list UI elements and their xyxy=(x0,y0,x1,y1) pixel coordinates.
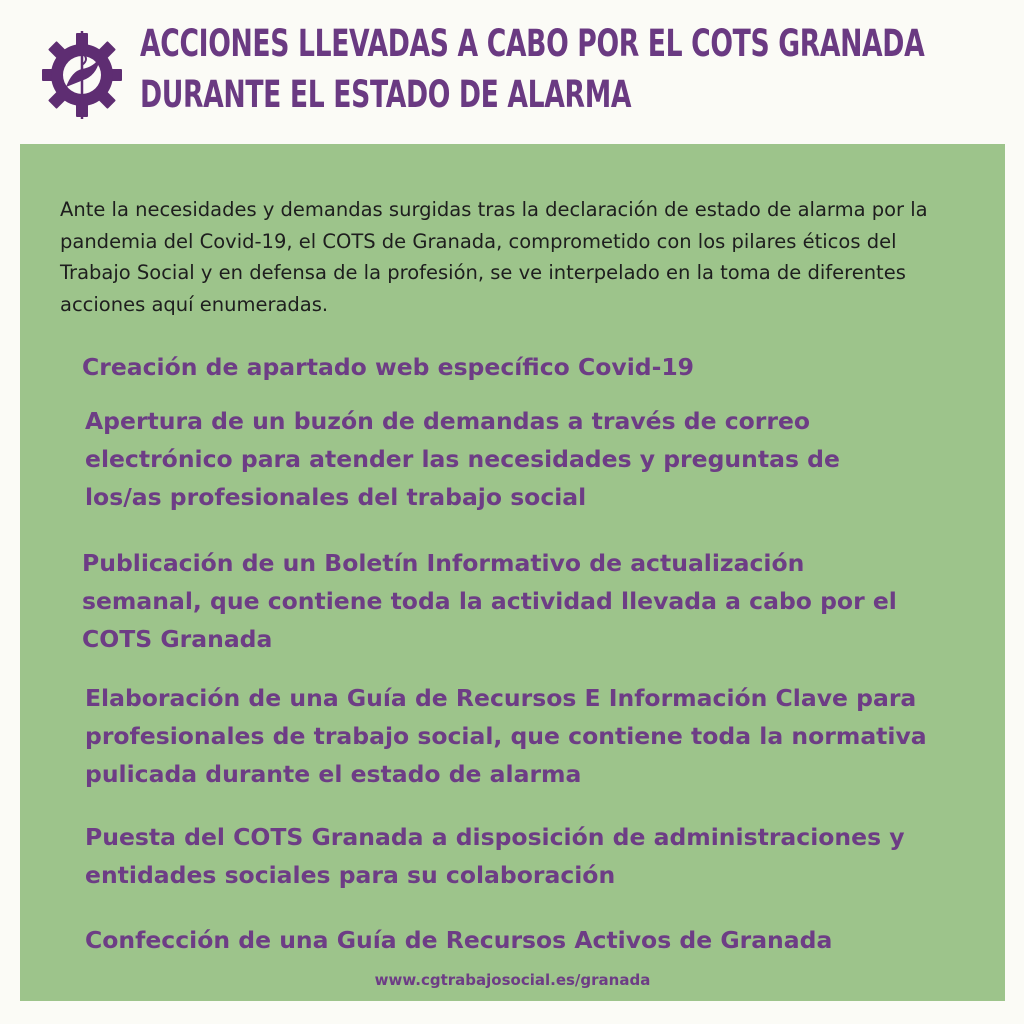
action-item: Publicación de un Boletín Informativo de actualización semanal, que contiene toda la actividad llevada a cabo por el COTS Granada xyxy=(82,549,897,653)
title-line-1: ACCIONES LLEVADAS A CABO POR EL COTS GRANADA xyxy=(140,22,925,65)
intro-paragraph: Ante la necesidades y demandas surgidas tras la declaración de estado de alarma por la pandemia del Covid-19, el COTS de Granada, comprometido con los pilares éticos del Trabajo Social y en defensa de la profesión, se ve interpelado en la toma de diferentes acciones aquí enumeradas. xyxy=(60,198,928,316)
content-panel xyxy=(20,144,1005,1001)
action-item: Confección de una Guía de Recursos Activos de Granada xyxy=(85,926,833,954)
action-item: Elaboración de una Guía de Recursos E Información Clave para profesionales de trabajo social, que contiene toda la normativa pulicada durante el estado de alarma xyxy=(85,684,927,788)
footer-url: www.cgtrabajosocial.es/granada xyxy=(374,971,651,989)
action-item: Apertura de un buzón de demandas a través de correo electrónico para atender las necesidades y preguntas de los/as profesionales del trabajo social xyxy=(85,407,840,511)
action-item: Creación de apartado web específico Covid-19 xyxy=(82,353,695,381)
action-item: Puesta del COTS Granada a disposición de administraciones y entidades sociales para su colaboración xyxy=(85,823,905,889)
page-title xyxy=(140,18,924,120)
title-line-2: DURANTE EL ESTADO DE ALARMA xyxy=(140,73,632,116)
cots-granada-logo-icon xyxy=(42,27,122,123)
